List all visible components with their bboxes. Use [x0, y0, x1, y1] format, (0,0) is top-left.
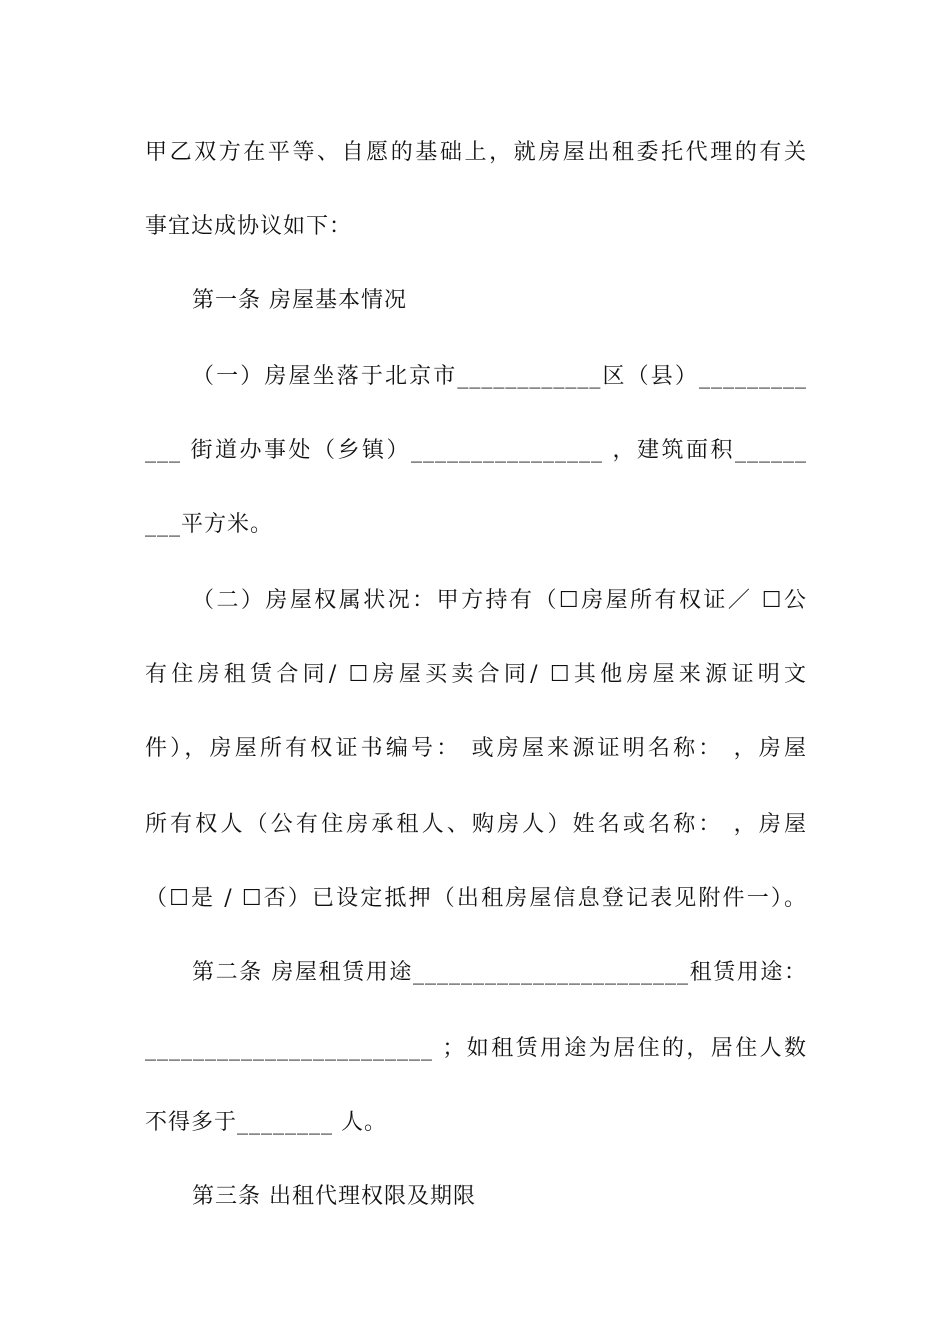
article-2-line-1: 第二条 房屋租赁用途_______________________租赁用途： [192, 960, 807, 985]
clause-1-1-line-3: ___平方米。 [145, 512, 274, 537]
clause-1-2-line-2: 有住房租赁合同/ ☐房屋买卖合同/ ☐其他房屋来源证明文 [145, 662, 807, 687]
clause-1-2-line-1: （二）房屋权属状况：甲方持有（☐房屋所有权证／ ☐公 [192, 588, 807, 613]
clause-1-2-line-5: （☐是 / ☐否）已设定抵押（出租房屋信息登记表见附件一）。 [145, 886, 807, 911]
article-2-line-3: 不得多于________ 人。 [145, 1110, 387, 1135]
paragraph-intro-line-2: 事宜达成协议如下： [145, 214, 353, 239]
article-2-line-2: ________________________ ；如租赁用途为居住的，居住人数 [145, 1036, 807, 1061]
clause-1-2-line-3: 件），房屋所有权证书编号： 或房屋来源证明名称： ，房屋 [145, 736, 807, 761]
article-1-heading: 第一条 房屋基本情况 [192, 288, 407, 313]
clause-1-2-line-4: 所有权人（公有住房承租人、购房人）姓名或名称： ，房屋 [145, 812, 807, 837]
clause-1-1-line-2: ___ 街道办事处（乡镇）________________ ，建筑面积______ [145, 438, 807, 463]
paragraph-intro-line-1: 甲乙双方在平等、自愿的基础上，就房屋出租委托代理的有关 [145, 140, 807, 165]
clause-1-1-line-1: （一）房屋坐落于北京市____________区（县）_________ [192, 364, 807, 389]
article-3-heading: 第三条 出租代理权限及期限 [192, 1184, 476, 1209]
